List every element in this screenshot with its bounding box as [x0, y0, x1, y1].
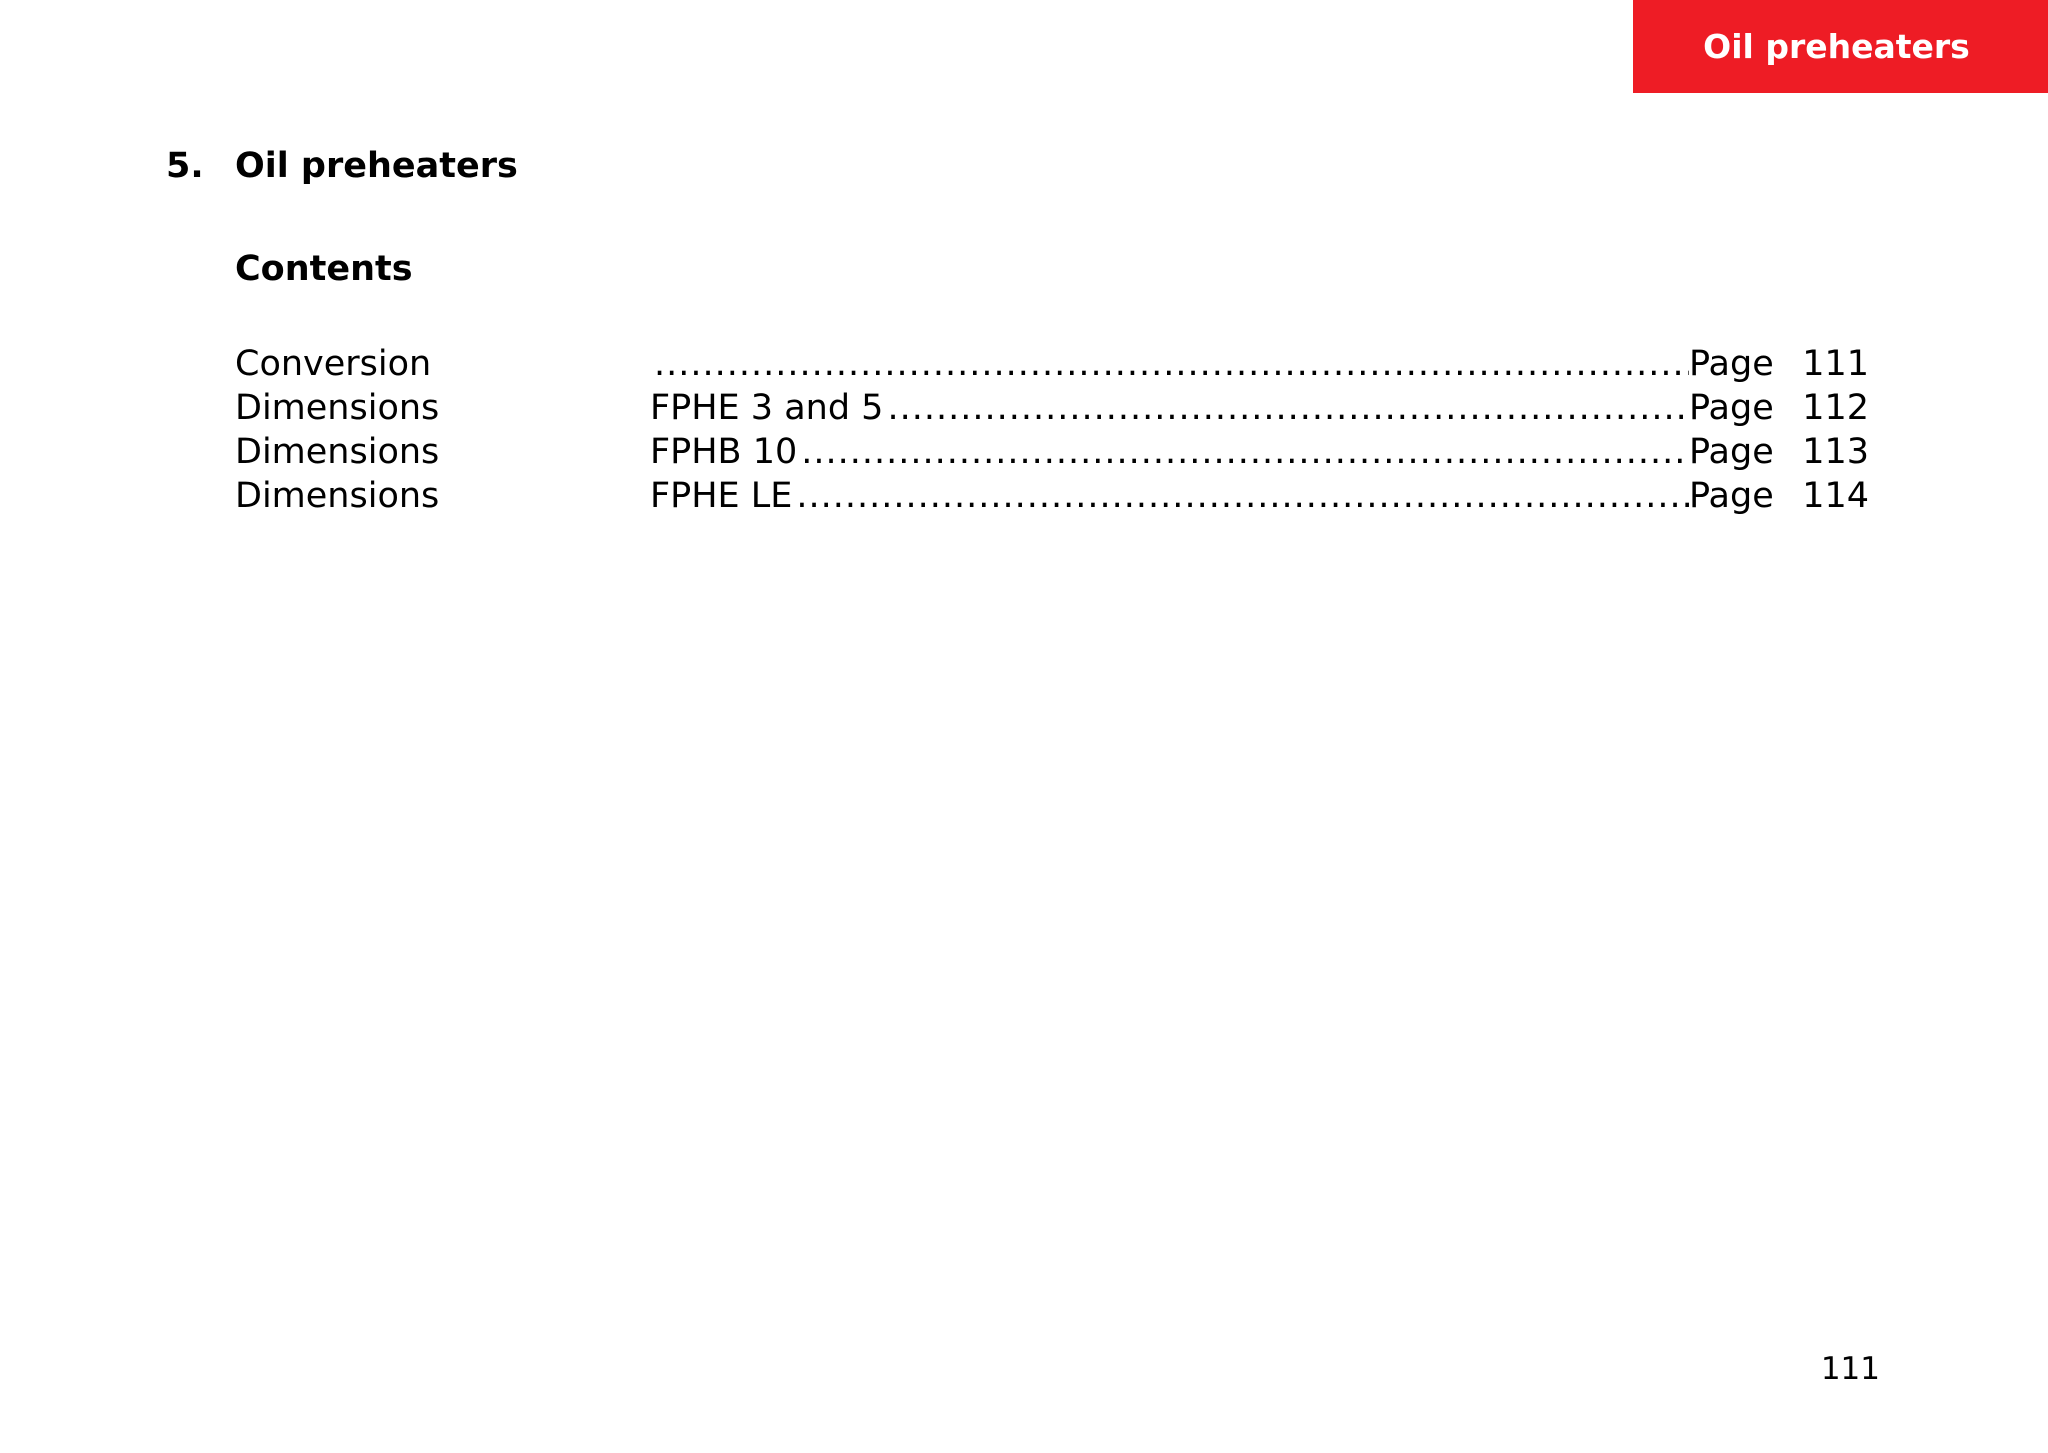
section-heading: [166, 144, 518, 188]
toc-subtopic: FPHB 10: [650, 432, 798, 472]
page-number: 111: [1820, 1351, 1880, 1387]
toc-topic: Dimensions: [235, 476, 440, 516]
toc-page-label: Page: [1689, 344, 1774, 384]
section-title: Oil preheaters: [235, 146, 518, 186]
toc-dot-leader: [887, 386, 1689, 430]
toc-page-label: Page: [1689, 432, 1774, 472]
toc-page-number: 114: [1802, 476, 1869, 516]
section-number: 5.: [166, 146, 204, 186]
contents-heading: Contents: [235, 249, 413, 289]
toc-entry[interactable]: [235, 386, 1869, 430]
toc-entry[interactable]: [235, 342, 1869, 386]
toc-dot-leader: [654, 342, 1689, 386]
toc-dot-leader: [796, 474, 1689, 518]
toc-entry[interactable]: [235, 430, 1869, 474]
toc-topic: Dimensions: [235, 388, 440, 428]
toc-page-label: Page: [1689, 388, 1774, 428]
toc-topic: Conversion: [235, 344, 432, 384]
toc-page-number: 112: [1802, 388, 1869, 428]
section-tab: [1633, 0, 2048, 93]
toc-entry[interactable]: [235, 474, 1869, 518]
toc-subtopic: FPHE LE: [650, 476, 793, 516]
table-of-contents: [235, 342, 1869, 518]
toc-dot-leader: [801, 430, 1689, 474]
section-tab-label: Oil preheaters: [1703, 27, 1970, 66]
toc-page-label: Page: [1689, 476, 1774, 516]
toc-topic: Dimensions: [235, 432, 440, 472]
toc-subtopic: FPHE 3 and 5: [650, 388, 884, 428]
toc-page-number: 111: [1802, 344, 1869, 384]
toc-page-number: 113: [1802, 432, 1869, 472]
